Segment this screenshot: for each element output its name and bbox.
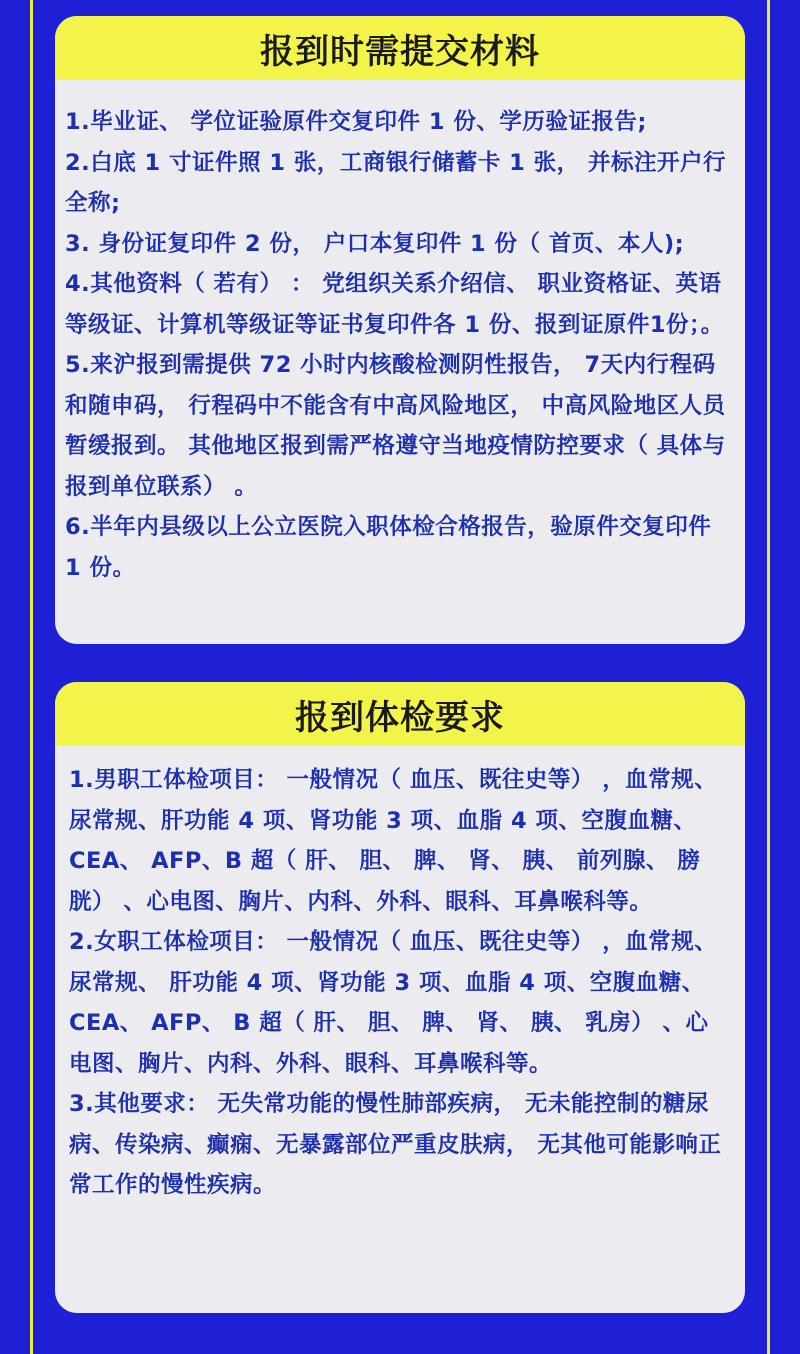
materials-item-6: 6.半年内县级以上公立医院入职体检合格报告，验原件交复印件 1 份。	[65, 514, 712, 581]
materials-item-3: 3. 身份证复印件 2 份， 户口本复印件 1 份（ 首页、本人);	[65, 230, 685, 257]
materials-item-4: 4.其他资料（ 若有） ： 党组织关系介绍信、 职业资格证、英语等级证、计算机等级证等证书复印件各 1 份、报到证原件1份；。	[65, 271, 724, 338]
materials-card	[55, 16, 745, 644]
materials-card-body	[55, 80, 745, 588]
medical-exam-card-title: 报到体检要求	[55, 682, 745, 746]
exam-item-2: 2.女职工体检项目： 一般情况（ 血压、既往史等） ，血常规、尿常规、 肝功能 4 项、肾功能 3 项、血脂 4 项、空腹血糖、 CEA、 AFP、 B 超（ 肝、 胆、 脾、 肾、 胰、 乳房） 、心电图、胸片、内科、外科、眼科、耳鼻喉科等。	[69, 929, 718, 1077]
medical-exam-card-body	[55, 746, 745, 1206]
medical-exam-card	[55, 682, 745, 1313]
right-border-line	[767, 0, 770, 1354]
exam-item-1: 1.男职工体检项目： 一般情况（ 血压、既往史等） ，血常规、尿常规、肝功能 4 项、肾功能 3 项、血脂 4 项、空腹血糖、 CEA、 AFP、B 超（ 肝、 胆、 脾、 肾、 胰、 前列腺、 膀胱） 、心电图、胸片、内科、外科、眼科、耳鼻喉科等。	[69, 767, 718, 915]
materials-item-2: 2.白底 1 寸证件照 1 张，工商银行储蓄卡 1 张， 并标注开户行全称;	[65, 149, 727, 216]
materials-item-1: 1.毕业证、 学位证验原件交复印件 1 份、学历验证报告;	[65, 109, 647, 135]
materials-card-title: 报到时需提交材料	[55, 16, 745, 80]
exam-item-3: 3.其他要求： 无失常功能的慢性肺部疾病， 无未能控制的糖尿病、传染病、癫痫、无暴露部位严重皮肤病， 无其他可能影响正常工作的慢性疾病。	[69, 1091, 722, 1198]
left-border-line	[30, 0, 33, 1354]
materials-item-5: 5.来沪报到需提供 72 小时内核酸检测阴性报告， 7天内行程码和随申码， 行程码中不能含有中高风险地区， 中高风险地区人员暂缓报到。 其他地区报到需严格遵守当地疫情防控要求（ 具体与报到单位联系） 。	[65, 352, 726, 500]
